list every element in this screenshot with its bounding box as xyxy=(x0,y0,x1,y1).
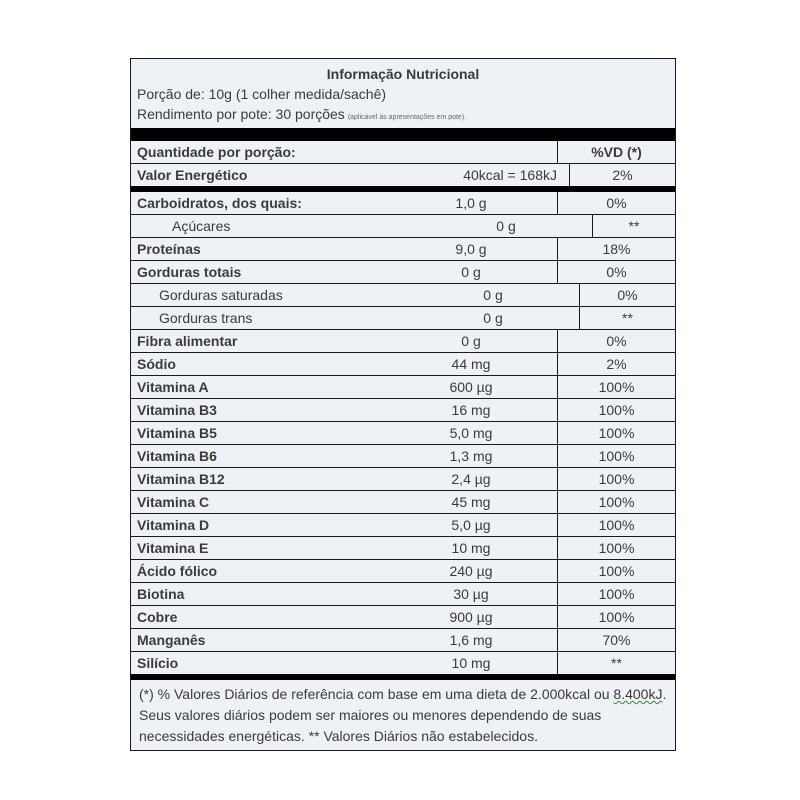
nutrient-name: Vitamina E xyxy=(137,540,209,556)
nutrient-vd: 100% xyxy=(557,422,675,444)
label-header xyxy=(131,59,675,128)
table-row xyxy=(131,422,675,445)
nutrient-vd: 100% xyxy=(557,606,675,628)
table-row xyxy=(131,353,675,376)
table-row xyxy=(131,606,675,629)
table-row xyxy=(131,629,675,652)
nutrient-vd: 100% xyxy=(557,560,675,582)
nutrient-vd: 100% xyxy=(557,583,675,605)
nutrient-name: Vitamina B6 xyxy=(137,448,217,464)
yield-text: Rendimento por pote: 30 porções xyxy=(137,106,345,122)
nutrient-amount: 10 mg xyxy=(451,655,491,671)
nutrient-amount: 45 mg xyxy=(451,494,491,510)
nutrient-amount: 44 mg xyxy=(451,356,491,372)
table-row xyxy=(131,284,675,307)
nutrient-vd: 100% xyxy=(557,468,675,490)
nutrient-name: Vitamina B12 xyxy=(137,471,225,487)
nutrient-vd: 2% xyxy=(557,353,675,375)
nutrient-amount: 900 µg xyxy=(449,609,493,625)
nutrient-vd: 100% xyxy=(557,491,675,513)
nutrient-name: Vitamina B3 xyxy=(137,402,217,418)
nutrition-facts-label xyxy=(130,58,676,751)
nutrient-name: Ácido fólico xyxy=(137,563,218,579)
energy-vd: 2% xyxy=(569,164,675,186)
nutrient-name: Fibra alimentar xyxy=(137,333,238,349)
nutrient-name: Açúcares xyxy=(172,218,231,234)
nutrient-vd: 100% xyxy=(557,537,675,559)
nutrient-amount: 1,6 mg xyxy=(449,632,493,648)
table-row xyxy=(131,537,675,560)
table-row xyxy=(131,514,675,537)
nutrient-amount: 600 µg xyxy=(449,379,493,395)
nutrient-name: Biotina xyxy=(137,586,185,602)
table-row xyxy=(131,652,675,674)
table-row xyxy=(131,307,675,330)
table-row xyxy=(131,583,675,606)
nutrient-vd: 0% xyxy=(557,330,675,352)
nutrient-name: Vitamina D xyxy=(137,517,210,533)
nutrient-vd: 100% xyxy=(557,445,675,467)
yield-note: (aplicável às apresentações em pote). xyxy=(347,114,467,121)
table-row xyxy=(131,330,675,353)
nutrient-amount: 5,0 µg xyxy=(451,517,491,533)
footnote-part1: (*) % Valores Diários de referência com base em uma dieta de 2.000kcal ou xyxy=(139,686,614,702)
table-header-row xyxy=(131,141,675,164)
nutrient-name: Cobre xyxy=(137,609,178,625)
nutrient-amount: 9,0 g xyxy=(455,241,487,257)
nutrient-vd: ** xyxy=(579,307,675,329)
table-row xyxy=(131,215,675,238)
vd-header: %VD (*) xyxy=(557,141,675,163)
nutrient-amount: 5,0 mg xyxy=(449,425,493,441)
nutrient-amount: 240 µg xyxy=(449,563,493,579)
nutrient-amount: 1,0 g xyxy=(455,195,487,211)
nutrient-amount: 0 g xyxy=(483,310,503,326)
nutrient-name: Gorduras saturadas xyxy=(159,287,283,303)
energy-name: Valor Energético xyxy=(137,167,248,183)
nutrient-name: Vitamina A xyxy=(137,379,209,395)
table-row xyxy=(131,261,675,284)
nutrient-amount: 2,4 µg xyxy=(451,471,491,487)
table-row xyxy=(131,192,675,215)
nutrient-name: Gorduras trans xyxy=(159,310,253,326)
nutrient-vd: ** xyxy=(592,215,675,237)
footnote-part2: . Seus valores diários podem ser maiores ou menores dependendo de suas necessidades energéticas. ** Valores Diários não estabelecidos. xyxy=(139,686,667,744)
table-row xyxy=(131,445,675,468)
footnote-kj: 8.400kJ xyxy=(613,686,663,702)
nutrient-vd: 70% xyxy=(557,629,675,651)
nutrient-rows xyxy=(131,192,675,674)
nutrient-vd: 0% xyxy=(557,261,675,283)
energy-amount: 40kcal = 168kJ xyxy=(463,167,557,183)
nutrient-vd: 18% xyxy=(557,238,675,260)
nutrient-vd: 100% xyxy=(557,376,675,398)
nutrient-vd: 0% xyxy=(557,192,675,214)
nutrient-name: Carboidratos, dos quais: xyxy=(137,195,302,211)
nutrient-vd: 0% xyxy=(579,284,675,306)
nutrient-name: Gorduras totais xyxy=(137,264,242,280)
nutrient-amount: 0 g xyxy=(483,287,503,303)
nutrient-amount: 30 µg xyxy=(453,586,489,602)
nutrient-vd: ** xyxy=(557,652,675,674)
nutrient-name: Vitamina B5 xyxy=(137,425,217,441)
nutrient-amount: 0 g xyxy=(461,333,481,349)
nutrient-name: Vitamina C xyxy=(137,494,210,510)
nutrient-amount: 0 g xyxy=(496,218,516,234)
nutrient-amount: 0 g xyxy=(461,264,481,280)
nutrient-vd: 100% xyxy=(557,399,675,421)
nutrient-name: Silício xyxy=(137,655,179,671)
table-row xyxy=(131,376,675,399)
nutrient-vd: 100% xyxy=(557,514,675,536)
thick-divider xyxy=(131,128,675,141)
nutrient-name: Proteínas xyxy=(137,241,201,257)
table-row xyxy=(131,399,675,422)
nutrient-amount: 16 mg xyxy=(451,402,491,418)
nutrient-amount: 10 mg xyxy=(451,540,491,556)
table-row xyxy=(131,238,675,261)
nutrient-amount: 1,3 mg xyxy=(449,448,493,464)
nutrient-name: Sódio xyxy=(137,356,176,372)
nutrient-name: Manganês xyxy=(137,632,206,648)
table-row xyxy=(131,491,675,514)
portion-size: Porção de: 10g (1 colher medida/sachê) xyxy=(137,86,387,102)
table-row xyxy=(131,560,675,583)
label-title: Informação Nutricional xyxy=(326,66,480,82)
footnote xyxy=(131,680,675,750)
energy-row xyxy=(131,164,675,186)
quantity-header: Quantidade por porção: xyxy=(137,144,296,160)
table-row xyxy=(131,468,675,491)
yield-line xyxy=(137,104,675,128)
